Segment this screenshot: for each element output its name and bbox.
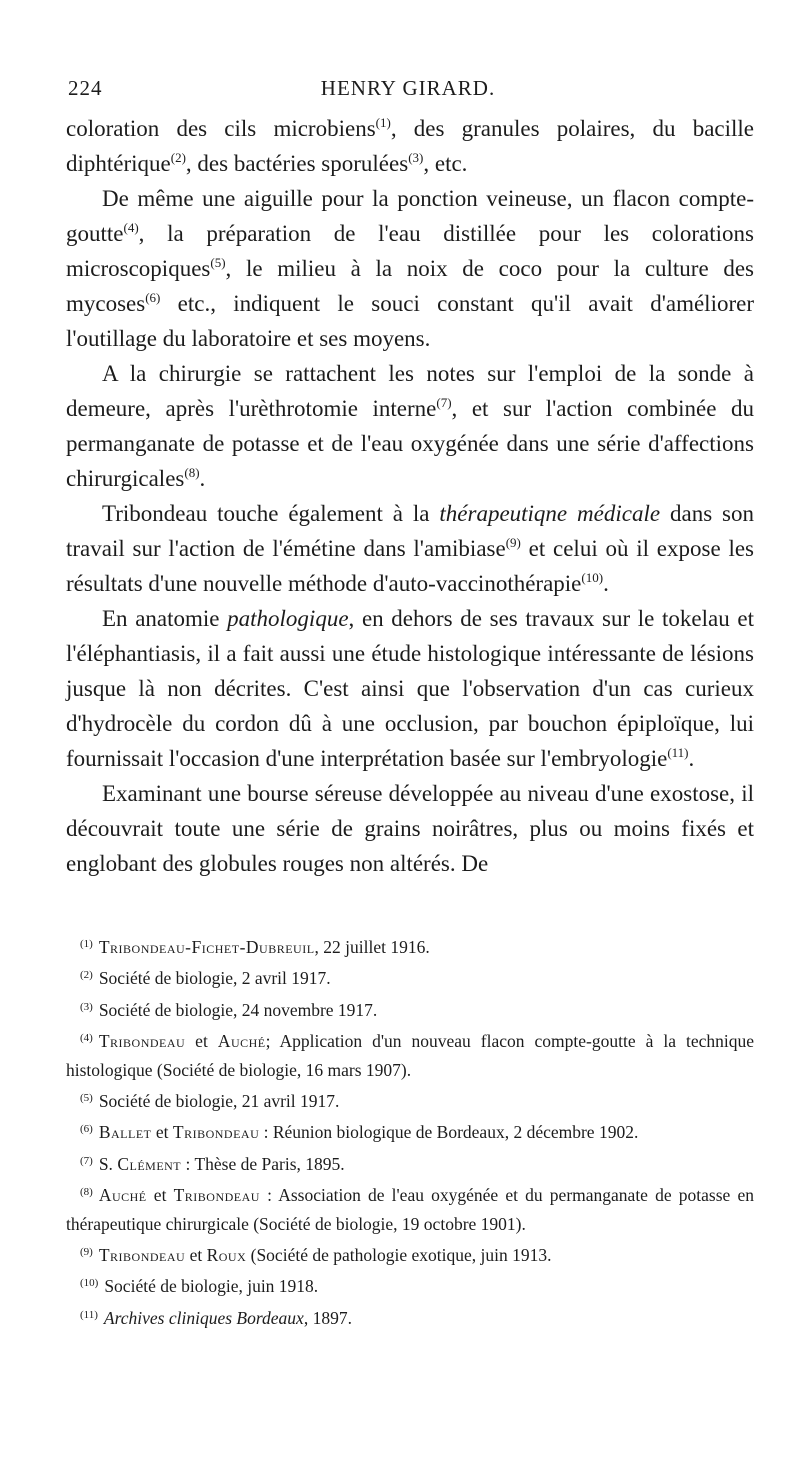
running-header: [68, 76, 748, 106]
footnote: [66, 1115, 754, 1146]
text-run: , et sur l'action combinée du permanganate de potasse et de l'eau oxygénée dans une série d'affections chirurgicales: [66, 396, 754, 491]
footnote-text: S.: [98, 1153, 118, 1174]
author-name: Clément: [117, 1153, 182, 1174]
paragraph: [66, 496, 754, 601]
text-run: , la préparation de l'eau distillée pour les colorations microscopiques: [66, 221, 754, 281]
text-run: coloration des cils microbiens: [66, 116, 376, 141]
footnote-text: : Association de l'eau oxygénée et du permanganate de potasse en thérapeutique chirurgicale (Société de biologie, 19 octobre 1901).: [66, 1185, 754, 1234]
footnote-text: : Réunion biologique de Bordeaux, 2 décembre 1902.: [259, 1122, 639, 1143]
text-run: En anatomie: [102, 606, 228, 631]
footnote-text: Société de biologie, 24 novembre 1917.: [98, 999, 378, 1020]
text-run: A la chirurgie se rattachent les notes sur l'emploi de la sonde à demeure, après l'urèthrotomie interne: [66, 361, 754, 421]
author-name: Tribondeau-Fichet-Dubreuil: [98, 937, 315, 957]
text-run: , des bactéries sporulées: [185, 151, 409, 176]
paragraph: [66, 181, 754, 356]
footnote-ref: (5): [210, 255, 226, 270]
italic-term: thérapeutiqne médicale: [439, 501, 661, 526]
footnote-text: : Thèse de Paris, 1895.: [181, 1153, 345, 1174]
journal-title: Archives cliniques Bordeaux: [103, 1307, 304, 1328]
footnote-ref: (7): [436, 395, 452, 410]
author-name: Auché: [217, 1031, 266, 1052]
text-run: Examinant une bourse séreuse développée au niveau d'une exostose, il découvrait toute une série de grains noirâtres, plus ou moins fixés et englobant des globules rouges non altérés. De: [66, 781, 754, 876]
footnote-text: Société de biologie, juin 1918.: [104, 1276, 319, 1297]
footnote: [66, 993, 754, 1024]
text-run: .: [688, 746, 695, 771]
text-run: dans son travail sur l'action de l'émétine dans l'amibiase: [66, 501, 755, 561]
footnote-ref: (2): [170, 150, 186, 165]
author-name: Roux: [206, 1245, 247, 1266]
footnote-number: (11): [80, 1308, 98, 1321]
footnote: [66, 1084, 754, 1115]
paragraph: [66, 776, 754, 881]
running-title: HENRY GIRARD.: [320, 76, 496, 100]
footnote-ref: (9): [505, 535, 521, 550]
footnote: [66, 1269, 754, 1300]
footnote-number: (7): [80, 1154, 93, 1167]
footnote-number: (5): [80, 1092, 93, 1105]
footnote-number: (2): [80, 969, 93, 982]
footnote-ref: (3): [408, 150, 424, 165]
body-text: [66, 111, 754, 881]
footnote: [66, 1238, 754, 1269]
footnotes: [66, 930, 754, 1332]
footnote-text: , 22 juillet 1916.: [314, 937, 430, 957]
footnote-number: (1): [80, 938, 93, 950]
footnote-number: (4): [80, 1032, 93, 1045]
footnote-ref: (1): [375, 115, 391, 130]
page-number: 224: [68, 76, 103, 100]
footnote-text: Société de biologie, 2 avril 1917.: [98, 968, 331, 989]
footnote-text: ; Application d'un nouveau flacon compte-goutte à la technique histologique (Société de biologie, 16 mars 1907).: [66, 1031, 754, 1080]
author-name: Auché: [98, 1185, 147, 1206]
footnote-text: (Société de pathologie exotique, juin 1913.: [246, 1245, 552, 1266]
footnote-text: et: [151, 1122, 173, 1143]
footnote-text: et: [185, 1245, 207, 1266]
text-run: etc., indiquent le souci constant qu'il avait d'améliorer l'outillage du laboratoire et ses moyens.: [66, 291, 754, 351]
footnote-text: et: [185, 1031, 218, 1052]
footnote-number: (10): [80, 1277, 99, 1290]
text-run: , etc.: [423, 151, 468, 176]
footnote-number: (9): [80, 1246, 93, 1259]
author-name: Tribondeau: [172, 1122, 260, 1143]
author-name: Ballet: [98, 1122, 152, 1143]
text-run: et celui où il expose les résultats d'une nouvelle méthode d'auto-vaccinothérapie: [66, 536, 754, 596]
footnote: [66, 1147, 754, 1178]
footnote: [66, 930, 754, 961]
text-run: Tribondeau touche également à la: [102, 501, 440, 526]
paragraph: [66, 111, 754, 181]
text-run: , en dehors de ses travaux sur le tokelau et l'éléphantiasis, il a fait aussi une étude histologique intéressante de lésions jusque là non décrites. C'est ainsi que l'observation d'un cas curieux d'hydrocèle du cordon dû à une occlusion, par bouchon épiploïque, lui fournissait l'occasion d'une interprétation basée sur l'embryologie: [66, 606, 754, 771]
paragraph: [66, 356, 754, 496]
author-name: Tribondeau: [173, 1185, 260, 1206]
footnote-number: (8): [80, 1186, 93, 1199]
footnote: [66, 1301, 754, 1332]
footnote-ref: (11): [667, 745, 689, 760]
text-run: , des granules polaires, du bacille diphtérique: [66, 116, 754, 176]
footnote-ref: (10): [581, 570, 604, 585]
author-name: Tribondeau: [98, 1245, 186, 1266]
text-run: .: [199, 466, 206, 491]
author-name: Tribondeau: [98, 1031, 186, 1052]
footnote-number: (6): [80, 1123, 93, 1136]
footnote-text: Société de biologie, 21 avril 1917.: [98, 1091, 340, 1112]
text-run: De même une aiguille pour la ponction veineuse, un flacon compte-goutte: [66, 186, 754, 246]
italic-term: pathologique: [227, 606, 349, 631]
footnote-ref: (8): [184, 465, 200, 480]
footnote: [66, 961, 754, 992]
footnote: [66, 1024, 754, 1084]
text-run: , le milieu à la noix de coco pour la culture des mycoses: [66, 256, 754, 316]
footnote: [66, 1178, 754, 1238]
footnote-ref: (4): [123, 220, 139, 235]
footnote-number: (3): [80, 1000, 93, 1013]
footnote-ref: (6): [145, 290, 161, 305]
footnote-text: , 1897.: [303, 1307, 352, 1328]
footnote-text: et: [146, 1185, 174, 1206]
paragraph: [66, 601, 754, 776]
text-run: .: [603, 571, 609, 596]
